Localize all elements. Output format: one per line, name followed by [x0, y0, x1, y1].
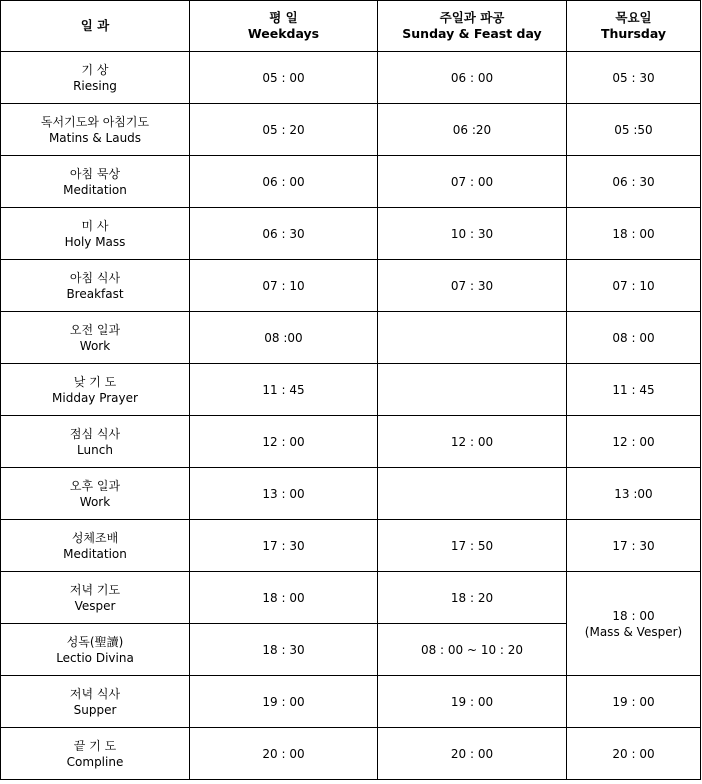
weekdays-time-cell — [190, 52, 378, 104]
weekdays-time: 11 : 45 — [262, 382, 305, 397]
activity-name-en: Lectio Divina — [56, 650, 134, 665]
sunday-time: 06 : 00 — [450, 70, 494, 85]
header-sunday — [378, 1, 567, 52]
activity-cell — [1, 624, 190, 676]
weekdays-time-cell — [190, 312, 378, 364]
activity-name-ko: 오후 일과 — [69, 478, 121, 493]
sunday-time: 06 :20 — [452, 122, 492, 137]
table-row — [1, 572, 701, 624]
weekdays-time: 18 : 30 — [262, 642, 305, 657]
activity-name-ko: 미 사 — [81, 218, 109, 233]
thursday-time-cell — [567, 520, 701, 572]
header-weekdays — [190, 1, 378, 52]
thursday-time: 05 : 30 — [612, 70, 655, 85]
activity-cell — [1, 416, 190, 468]
activity-cell — [1, 104, 190, 156]
sunday-time-cell — [378, 208, 567, 260]
table-row — [1, 208, 701, 260]
weekdays-time: 17 : 30 — [262, 538, 305, 553]
sunday-time: 07 : 00 — [450, 174, 494, 189]
thursday-time: 18 : 00 — [612, 226, 655, 241]
weekdays-time-cell — [190, 416, 378, 468]
table-row — [1, 520, 701, 572]
sunday-time-cell — [378, 312, 567, 364]
sunday-time-cell — [378, 676, 567, 728]
sunday-time-cell — [378, 364, 567, 416]
weekdays-time: 06 : 30 — [262, 226, 305, 241]
weekdays-time: 12 : 00 — [262, 434, 305, 449]
thursday-time-cell — [567, 104, 701, 156]
activity-name-en: Work — [79, 494, 111, 509]
activity-name-ko: 독서기도와 아침기도 — [40, 114, 150, 129]
thursday-time-cell — [567, 156, 701, 208]
sunday-time: 17 : 50 — [450, 538, 494, 553]
activity-name-en: Holy Mass — [64, 234, 126, 249]
sunday-time-cell — [378, 416, 567, 468]
thursday-time-cell — [567, 416, 701, 468]
thursday-time: 11 : 45 — [612, 382, 655, 397]
weekdays-time-cell — [190, 624, 378, 676]
activity-name-en: Breakfast — [66, 286, 124, 301]
header-activity — [1, 1, 190, 52]
activity-name-ko: 성독(聖讀) — [66, 634, 124, 649]
header-thursday-en: Thursday — [600, 26, 667, 41]
thursday-time: 13 :00 — [614, 486, 653, 501]
sunday-time-cell — [378, 156, 567, 208]
thursday-time: 08 : 00 — [612, 330, 655, 345]
thursday-time: 17 : 30 — [612, 538, 655, 553]
header-row — [1, 1, 701, 52]
thursday-time-cell — [567, 208, 701, 260]
weekdays-time-cell — [190, 676, 378, 728]
weekdays-time-cell — [190, 104, 378, 156]
sunday-time-cell — [378, 104, 567, 156]
sunday-time-cell — [378, 572, 567, 624]
activity-cell — [1, 676, 190, 728]
activity-name-en: Supper — [73, 702, 117, 717]
table-row — [1, 260, 701, 312]
activity-name-en: Midday Prayer — [52, 390, 138, 405]
thursday-time-cell — [567, 312, 701, 364]
weekdays-time: 06 : 00 — [262, 174, 305, 189]
thursday-time-cell — [567, 468, 701, 520]
thursday-time: 07 : 10 — [612, 278, 655, 293]
activity-cell — [1, 260, 190, 312]
weekdays-time-cell — [190, 520, 378, 572]
activity-name-en: Meditation — [63, 546, 127, 561]
thursday-time: 12 : 00 — [612, 434, 655, 449]
activity-name-ko: 끝 기 도 — [73, 738, 117, 753]
weekdays-time: 18 : 00 — [262, 590, 305, 605]
thursday-time: 19 : 00 — [612, 694, 655, 709]
weekdays-time: 07 : 10 — [262, 278, 305, 293]
activity-name-en: Compline — [66, 754, 124, 769]
header-sunday-en: Sunday & Feast day — [402, 26, 542, 41]
sunday-time-cell — [378, 260, 567, 312]
activity-name-en: Work — [79, 338, 111, 353]
weekdays-time-cell — [190, 468, 378, 520]
activity-name-en: Vesper — [74, 598, 116, 613]
thursday-time-cell — [567, 728, 701, 780]
thursday-time-cell — [567, 52, 701, 104]
weekdays-time: 20 : 00 — [262, 746, 305, 761]
table-row — [1, 364, 701, 416]
sunday-time: 10 : 30 — [450, 226, 494, 241]
thursday-time-cell — [567, 260, 701, 312]
activity-name-ko: 점심 식사 — [69, 426, 121, 441]
activity-name-ko: 기 상 — [81, 62, 109, 77]
sunday-time-cell — [378, 52, 567, 104]
sunday-time: 19 : 00 — [450, 694, 494, 709]
thursday-time: 06 : 30 — [612, 174, 655, 189]
table-row — [1, 468, 701, 520]
header-sunday-ko: 주일과 파공 — [439, 10, 505, 25]
activity-cell — [1, 468, 190, 520]
sunday-time: 20 : 00 — [450, 746, 494, 761]
table-row — [1, 52, 701, 104]
activity-cell — [1, 364, 190, 416]
thursday-merged-cell — [567, 572, 701, 676]
table-row — [1, 312, 701, 364]
sunday-time: 08 : 00 ~ 10 : 20 — [420, 642, 524, 657]
activity-cell — [1, 312, 190, 364]
activity-name-ko: 성체조배 — [71, 530, 119, 545]
thursday-time-cell — [567, 364, 701, 416]
weekdays-time-cell — [190, 572, 378, 624]
sunday-time-cell — [378, 728, 567, 780]
weekdays-time-cell — [190, 364, 378, 416]
thursday-merged-note: (Mass & Vesper) — [584, 624, 683, 639]
activity-cell — [1, 520, 190, 572]
activity-name-en: Matins & Lauds — [48, 130, 142, 145]
weekdays-time-cell — [190, 260, 378, 312]
activity-name-en: Meditation — [63, 182, 127, 197]
sunday-time: 18 : 20 — [450, 590, 494, 605]
thursday-time: 05 :50 — [614, 122, 653, 137]
table-row — [1, 156, 701, 208]
weekdays-time: 08 :00 — [264, 330, 303, 345]
activity-cell — [1, 728, 190, 780]
sunday-time-cell — [378, 520, 567, 572]
table-row — [1, 676, 701, 728]
header-weekdays-ko: 평 일 — [269, 10, 298, 25]
weekdays-time: 05 : 00 — [262, 70, 305, 85]
activity-cell — [1, 208, 190, 260]
weekdays-time-cell — [190, 728, 378, 780]
weekdays-time-cell — [190, 156, 378, 208]
table-row — [1, 416, 701, 468]
activity-name-en: Riesing — [73, 78, 117, 93]
activity-name-ko: 낮 기 도 — [73, 374, 117, 389]
sunday-time: 07 : 30 — [450, 278, 494, 293]
thursday-time: 20 : 00 — [612, 746, 655, 761]
weekdays-time: 05 : 20 — [262, 122, 305, 137]
weekdays-time: 13 : 00 — [262, 486, 305, 501]
sunday-time: 12 : 00 — [450, 434, 494, 449]
weekdays-time-cell — [190, 208, 378, 260]
activity-name-en: Lunch — [77, 442, 113, 457]
table-row — [1, 728, 701, 780]
activity-name-ko: 아침 식사 — [69, 270, 121, 285]
header-thursday — [567, 1, 701, 52]
activity-name-ko: 저녁 식사 — [69, 686, 121, 701]
weekdays-time: 19 : 00 — [262, 694, 305, 709]
activity-name-ko: 아침 묵상 — [69, 166, 121, 181]
activity-cell — [1, 156, 190, 208]
activity-name-ko: 저녁 기도 — [69, 582, 121, 597]
activity-cell — [1, 572, 190, 624]
header-weekdays-en: Weekdays — [247, 26, 320, 41]
activity-name-ko: 오전 일과 — [69, 322, 121, 337]
activity-cell — [1, 52, 190, 104]
header-thursday-ko: 목요일 — [615, 10, 652, 25]
header-activity-ko: 일 과 — [80, 18, 110, 33]
sunday-time-cell — [378, 468, 567, 520]
sunday-time-cell — [378, 624, 567, 676]
table-row — [1, 104, 701, 156]
thursday-merged-time: 18 : 00 — [612, 608, 655, 623]
thursday-time-cell — [567, 676, 701, 728]
